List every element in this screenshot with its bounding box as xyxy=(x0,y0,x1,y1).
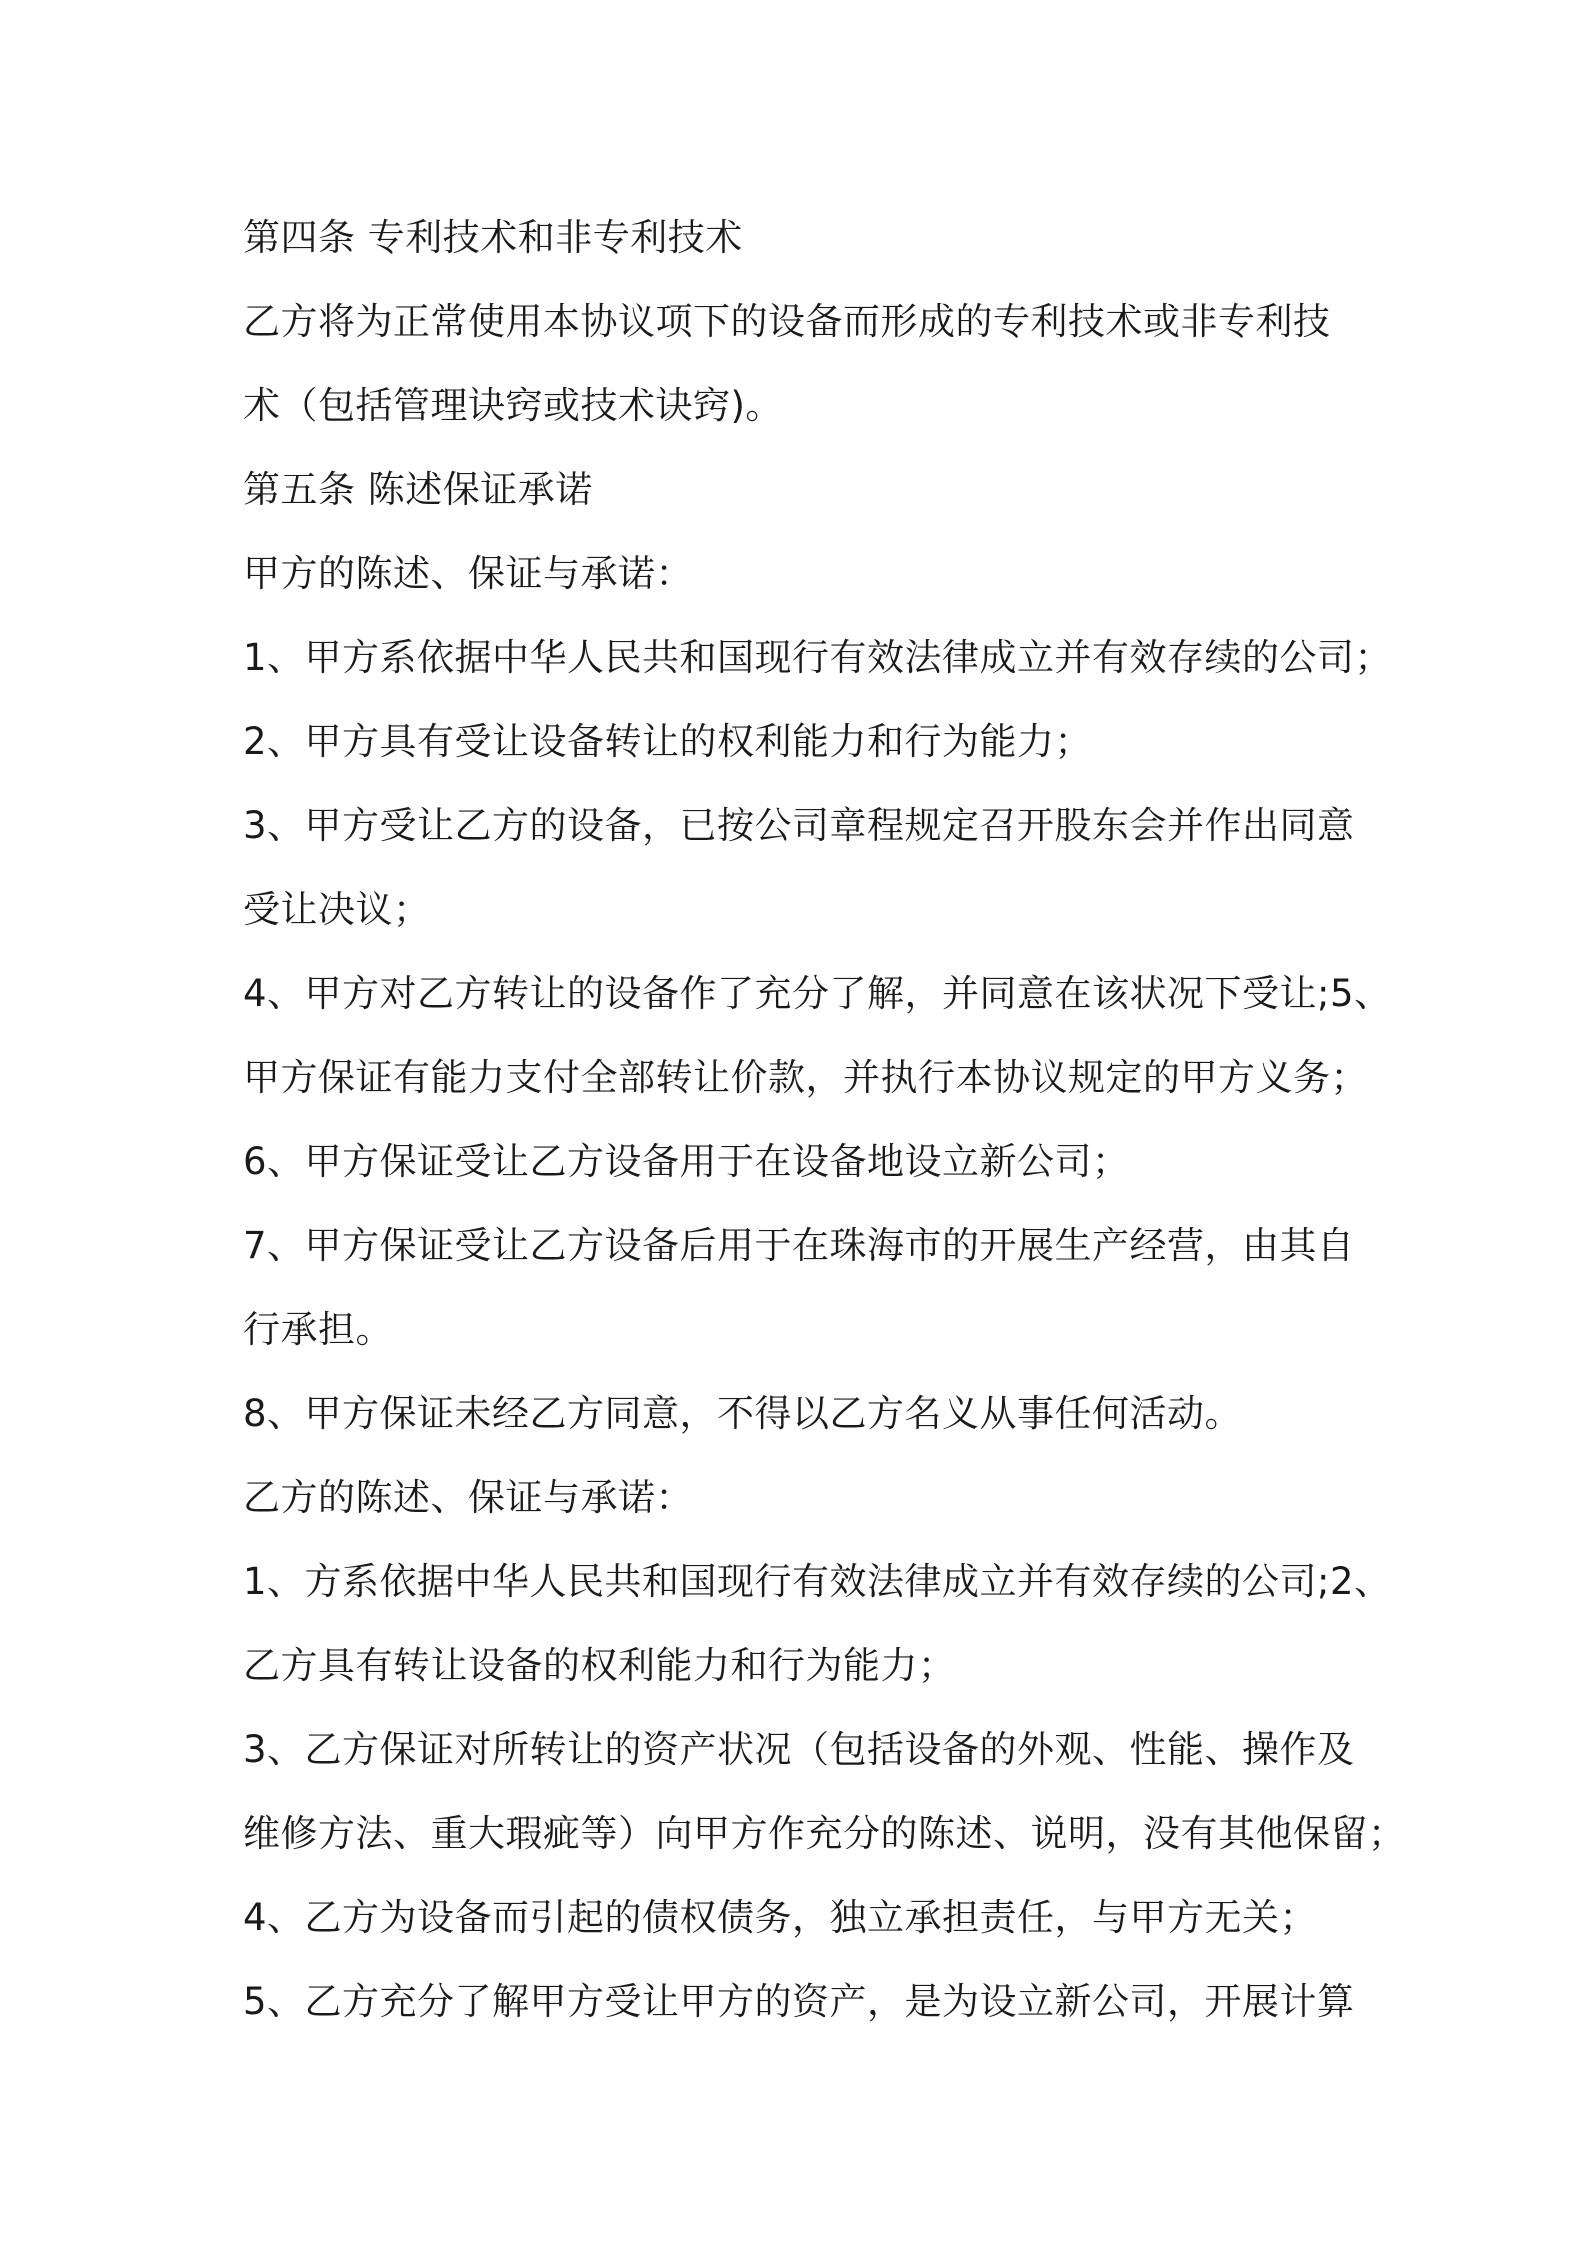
list-item-continuation: 维修方法、重大瑕疵等）向甲方作充分的陈述、说明，没有其他保留； xyxy=(243,1812,1406,1855)
list-item: 1、甲方系依据中华人民共和国现行有效法律成立并有效存续的公司； xyxy=(243,636,1393,679)
article-4-heading: 第四条 专利技术和非专利技术 xyxy=(243,216,743,259)
list-item: 1、方系依据中华人民共和国现行有效法律成立并有效存续的公司;2、 xyxy=(243,1560,1392,1603)
paragraph-line: 术（包括管理诀窍或技术诀窍)。 xyxy=(243,384,783,427)
article-5-heading: 第五条 陈述保证承诺 xyxy=(243,468,593,511)
party-a-subheading: 甲方的陈述、保证与承诺： xyxy=(243,552,693,595)
list-item: 4、甲方对乙方转让的设备作了充分了解，并同意在该状况下受让;5、 xyxy=(243,972,1392,1015)
list-item-continuation: 行承担。 xyxy=(243,1308,393,1351)
paragraph-line: 乙方将为正常使用本协议项下的设备而形成的专利技术或非专利技 xyxy=(243,300,1331,343)
document-body xyxy=(243,196,1406,2044)
list-item-continuation: 乙方具有转让设备的权利能力和行为能力； xyxy=(243,1644,956,1687)
list-item: 6、甲方保证受让乙方设备用于在设备地设立新公司； xyxy=(243,1140,1130,1183)
list-item-continuation: 受让决议； xyxy=(243,888,431,931)
list-item: 7、甲方保证受让乙方设备后用于在珠海市的开展生产经营，由其自 xyxy=(243,1224,1355,1267)
list-item: 3、甲方受让乙方的设备，已按公司章程规定召开股东会并作出同意 xyxy=(243,804,1355,847)
list-item: 2、甲方具有受让设备转让的权利能力和行为能力； xyxy=(243,720,1093,763)
party-b-subheading: 乙方的陈述、保证与承诺： xyxy=(243,1476,693,1519)
list-item: 5、乙方充分了解甲方受让甲方的资产，是为设立新公司，开展计算 xyxy=(243,1980,1355,2023)
list-item: 3、乙方保证对所转让的资产状况（包括设备的外观、性能、操作及 xyxy=(243,1728,1355,1771)
list-item-continuation: 甲方保证有能力支付全部转让价款，并执行本协议规定的甲方义务； xyxy=(243,1056,1368,1099)
list-item: 4、乙方为设备而引起的债权债务，独立承担责任，与甲方无关； xyxy=(243,1896,1318,1939)
list-item: 8、甲方保证未经乙方同意，不得以乙方名义从事任何活动。 xyxy=(243,1392,1243,1435)
